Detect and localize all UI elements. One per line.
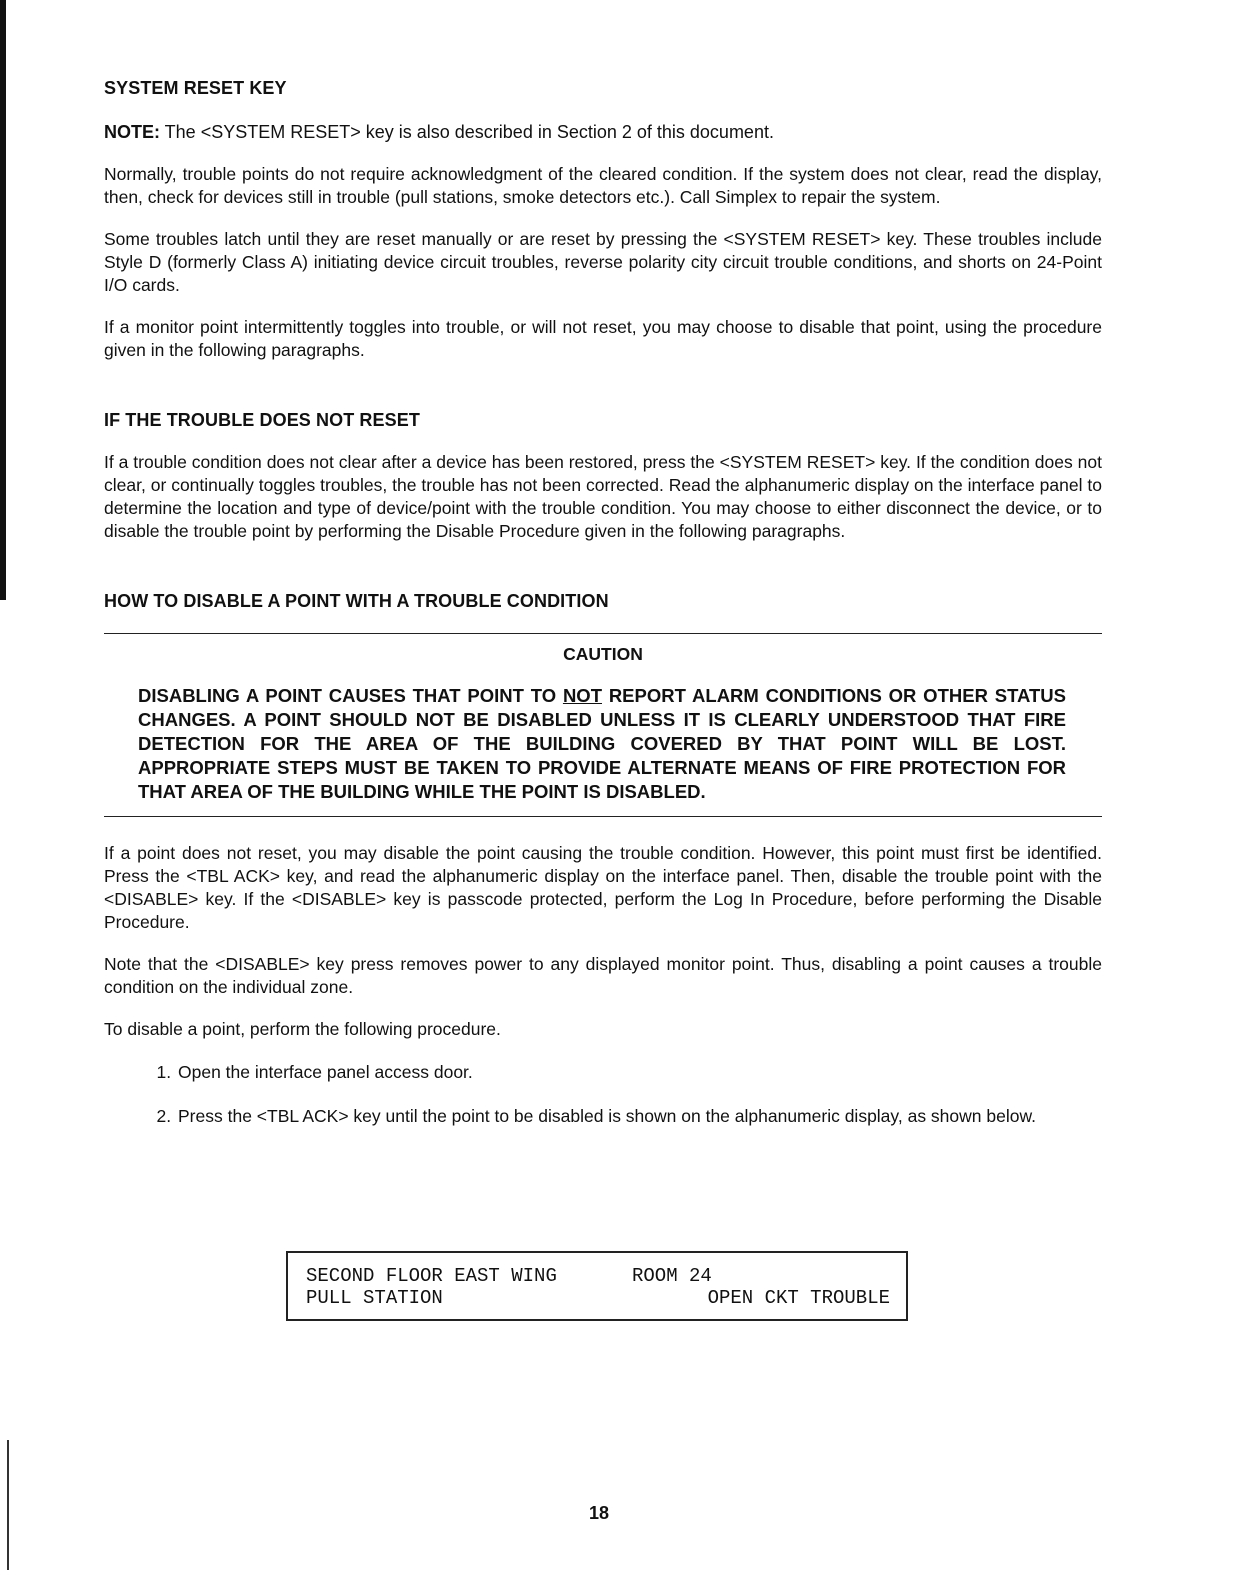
caution-text (138, 684, 1066, 804)
note-label: NOTE: (104, 122, 160, 142)
procedure-step: 1. Open the interface panel access door. (176, 1061, 1102, 1084)
paragraph-normal-troubles: Normally, trouble points do not require acknowledgment of the cleared condition. If the system does not clear, read the display, then, check for devices still in trouble (pull stations, smoke detectors etc.). Call Simplex to repair the system. (104, 164, 1102, 207)
procedure-steps (104, 1061, 1102, 1128)
display-line1-left: SECOND FLOOR EAST WING (306, 1265, 557, 1287)
caution-text-part1: DISABLING A POINT CAUSES THAT POINT TO (138, 685, 563, 706)
note-text: The <SYSTEM RESET> key is also described in Section 2 of this document. (160, 122, 774, 142)
paragraph-procedure-intro: To disable a point, perform the following procedure. (104, 1019, 501, 1039)
display-line1-right: ROOM 24 (632, 1265, 712, 1287)
note-paragraph (104, 121, 1102, 144)
document-page (104, 74, 1102, 1309)
caution-not-emphasis: NOT (562, 685, 602, 706)
caution-text-part2: REPORT ALARM CONDITIONS OR OTHER STATUS CHANGES. A POINT SHOULD NOT BE DISABLED UNLESS IT IS CLEARLY UNDERSTOOD THAT FIRE DETECTION FOR THE AREA OF THE BUILDING COVERED BY THAT POINT WILL BE LOST. APPROPRIATE STEPS MUST BE TAKEN TO PROVIDE ALTERNATE MEANS OF FIRE PROTECTION FOR THAT AREA OF THE BUILDING WHILE THE POINT IS DISABLED. (138, 685, 1066, 802)
caution-title: CAUTION (563, 644, 643, 664)
display-line2-right: OPEN CKT TROUBLE (707, 1287, 890, 1309)
section-title-disable-point: HOW TO DISABLE A POINT WITH A TROUBLE CONDITION (104, 591, 609, 611)
caution-box (104, 633, 1102, 817)
paragraph-latching-troubles: Some troubles latch until they are reset manually or are reset by pressing the <SYSTEM RESET> key. These troubles include Style D (formerly Class A) initiating device circuit troubles, reverse polarity city circuit trouble conditions, and shorts on 24-Point I/O cards. (104, 229, 1102, 295)
alphanumeric-display (286, 1251, 908, 1321)
section-title-trouble-not-reset: IF THE TROUBLE DOES NOT RESET (104, 410, 420, 430)
paragraph-monitor-point: If a monitor point intermittently toggles into trouble, or will not reset, you may choose to disable that point, using the procedure given in the following paragraphs. (104, 317, 1102, 360)
scan-edge-bar (0, 0, 6, 600)
paragraph-disable-identify: If a point does not reset, you may disable the point causing the trouble condition. However, this point must first be identified. Press the <TBL ACK> key, and read the alphanumeric display on the interface panel. Then, disable the trouble point with the <DISABLE> key. If the <DISABLE> key is passcode protected, perform the Log In Procedure, before performing the Disable Procedure. (104, 843, 1102, 932)
page-number: 18 (588, 1503, 610, 1523)
section-title-system-reset: SYSTEM RESET KEY (104, 78, 287, 98)
procedure-step: 2. Press the <TBL ACK> key until the point to be disabled is shown on the alphanumeric display, as shown below. (176, 1105, 1102, 1128)
display-line2-left: PULL STATION (306, 1287, 443, 1309)
paragraph-trouble-not-reset: If a trouble condition does not clear after a device has been restored, press the <SYSTEM RESET> key. If the condition does not clear, or continually toggles troubles, the trouble has not been corrected. Read the alphanumeric display on the interface panel to determine the location and type of device/point with the trouble condition. You may choose to either disconnect the device, or to disable the trouble point by performing the Disable Procedure given in the following paragraphs. (104, 452, 1102, 541)
paragraph-disable-power: Note that the <DISABLE> key press removes power to any displayed monitor point. Thus, disabling a point causes a trouble condition on the individual zone. (104, 954, 1102, 997)
